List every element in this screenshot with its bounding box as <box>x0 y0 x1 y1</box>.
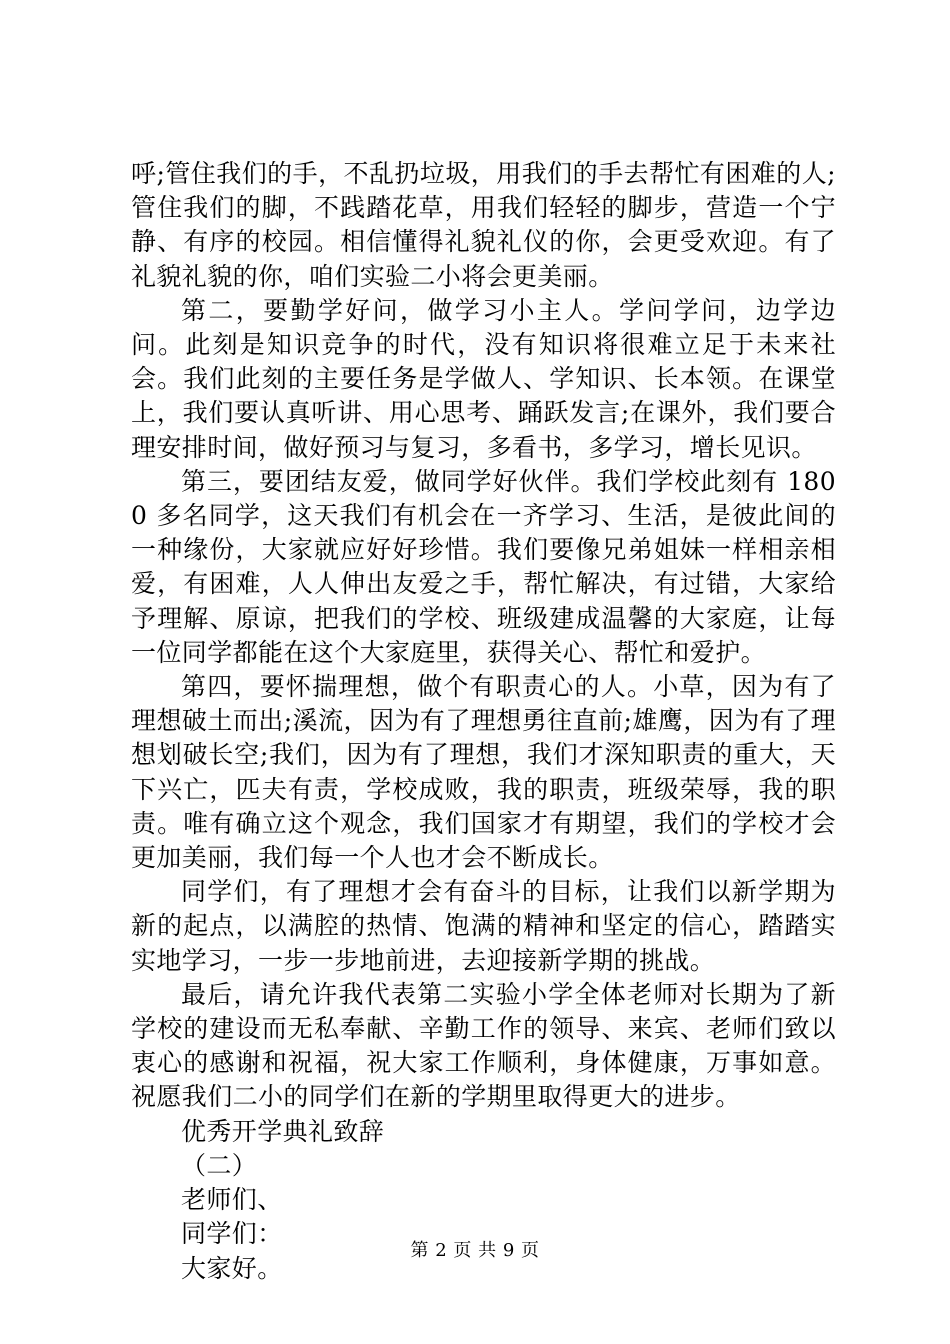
document-body <box>131 157 836 1286</box>
page-number: 第 2 页 共 9 页 <box>410 1240 540 1261</box>
section-number: （二） <box>181 1150 258 1180</box>
section-title: 优秀开学典礼致辞 <box>181 1116 385 1146</box>
paragraph-closing: 最后，请允许我代表第二实验小学全体老师对长期为了新学校的建设而无私奉献、辛勤工作的领导、来宾、老师们致以衷心的感谢和祝福，祝大家工作顺利，身体健康，万事如意。祝愿我们二小的同学们在新的学期里取得更大的进步。 <box>131 979 836 1112</box>
greeting-students: 同学们： <box>181 1219 283 1249</box>
paragraph-continuation: 呼;管住我们的手，不乱扔垃圾，用我们的手去帮忙有困难的人;管住我们的脚，不践踏花草，用我们轻轻的脚步，营造一个宁静、有序的校园。相信懂得礼貌礼仪的你，会更受欢迎。有了礼貌礼貌的你，咱们实验二小将会更美丽。 <box>131 159 836 291</box>
greeting-everyone: 大家好。 <box>181 1253 283 1283</box>
page-footer <box>0 1240 950 1262</box>
greeting-teachers: 老师们、 <box>181 1185 283 1215</box>
paragraph-third-point: 第三，要团结友爱，做同学好伙伴。我们学校此刻有 1800 多名同学，这天我们有机会在一齐学习、生活，是彼此间的一种缘份，大家就应好好珍惜。我们要像兄弟姐妹一样相亲相爱，有困难，人人伸出友爱之手，帮忙解决，有过错，大家给予理解、原谅，把我们的学校、班级建成温馨的大家庭，让每一位同学都能在这个大家庭里，获得关心、帮忙和爱护。 <box>131 466 836 667</box>
paragraph-fourth-point: 第四，要怀揣理想，做个有职责心的人。小草，因为有了理想破土而出;溪流，因为有了理想勇往直前;雄鹰，因为有了理想划破长空;我们，因为有了理想，我们才深知职责的重大，天下兴亡，匹夫有责，学校成败，我的职责，班级荣辱，我的职责。唯有确立这个观念，我们国家才有期望，我们的学校才会更加美丽，我们每一个人也才会不断成长。 <box>131 672 836 873</box>
paragraph-students-appeal: 同学们，有了理想才会有奋斗的目标，让我们以新学期为新的起点，以满腔的热情、饱满的精神和坚定的信心，踏踏实实地学习，一步一步地前进，去迎接新学期的挑战。 <box>131 877 836 975</box>
paragraph-second-point: 第二，要勤学好问，做学习小主人。学问学问，边学边问。此刻是知识竞争的时代，没有知识将很难立足于未来社会。我们此刻的主要任务是学做人、学知识、长本领。在课堂上，我们要认真听讲、用心思考、踊跃发言;在课外，我们要合理安排时间，做好预习与复习，多看书，多学习，增长见识。 <box>131 295 836 462</box>
